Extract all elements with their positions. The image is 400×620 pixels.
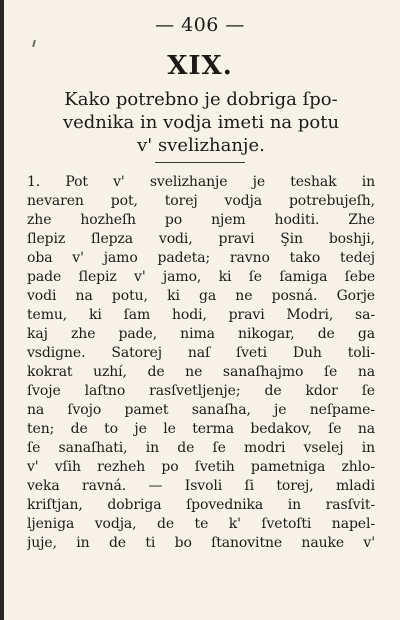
- text-line: temu, ki ſam hodi, pravi Modri, sa-: [27, 307, 375, 323]
- text-line: ſvoje laſtno rasſvetljenje; de kdor ſe: [27, 383, 375, 399]
- text-line: vodi na potu, ki ga ne posná. Gorje: [27, 288, 375, 304]
- text-line: juje, in de ti bo ſtanovitne nauke v': [27, 535, 375, 551]
- chapter-title: [28, 88, 374, 157]
- text-line: ſlepiz ſlepza vodi, pravi Şin boshji,: [27, 231, 375, 247]
- body-text: [27, 173, 375, 553]
- text-line: ljeniga vodja, de te k' ſvetoſti napel-: [27, 516, 375, 532]
- text-line: vsdigne. Satorej naſ ſveti Duh toli-: [27, 345, 375, 361]
- chapter-title-line: Kako potrebno je dobriga ſpo-: [64, 89, 338, 110]
- text-line: pade ſlepiz v' jamo, ki ſe ſamiga ſebe: [27, 269, 375, 285]
- page-binding-edge: [0, 0, 4, 620]
- text-line: v' vſih rezheh po ſvetih pametniga zhlo-: [27, 459, 375, 475]
- text-line: na ſvojo pamet sanaſha, je neſpame-: [27, 402, 375, 418]
- text-line: oba v' jamo padeta; ravno tako tedej: [27, 250, 375, 266]
- chapter-number: XIX.: [167, 51, 233, 81]
- text-line: kriſtjan, dobriga ſpovednika in rasſvit-: [27, 497, 375, 513]
- text-line: kaj zhe pade, nima nikogar, de ga: [27, 326, 375, 342]
- margin-mark: [32, 40, 36, 47]
- text-line: zhe hozheſh po njem hoditi. Zhe: [27, 212, 375, 228]
- text-line: ten; de to je le terma bedakov, ſe na: [27, 421, 375, 437]
- text-line: veka ravná. — Isvoli ſi torej, mladi: [27, 478, 375, 494]
- page-number-header: — 406 —: [155, 14, 245, 36]
- chapter-title-line: v' svelizhanje.: [137, 135, 265, 156]
- text-line: nevaren pot, torej vodja potrebujeſh,: [27, 193, 375, 209]
- text-line: kokrat uzhí, de ne sanaſhajmo ſe na: [27, 364, 375, 380]
- text-line: 1. Pot v' svelizhanje je teshak in: [27, 174, 375, 190]
- title-divider: [155, 162, 245, 163]
- text-line: ſe sanaſhati, in de ſe modri vselej in: [27, 440, 375, 456]
- chapter-title-line: vednika in vodja imeti na potu: [62, 112, 340, 133]
